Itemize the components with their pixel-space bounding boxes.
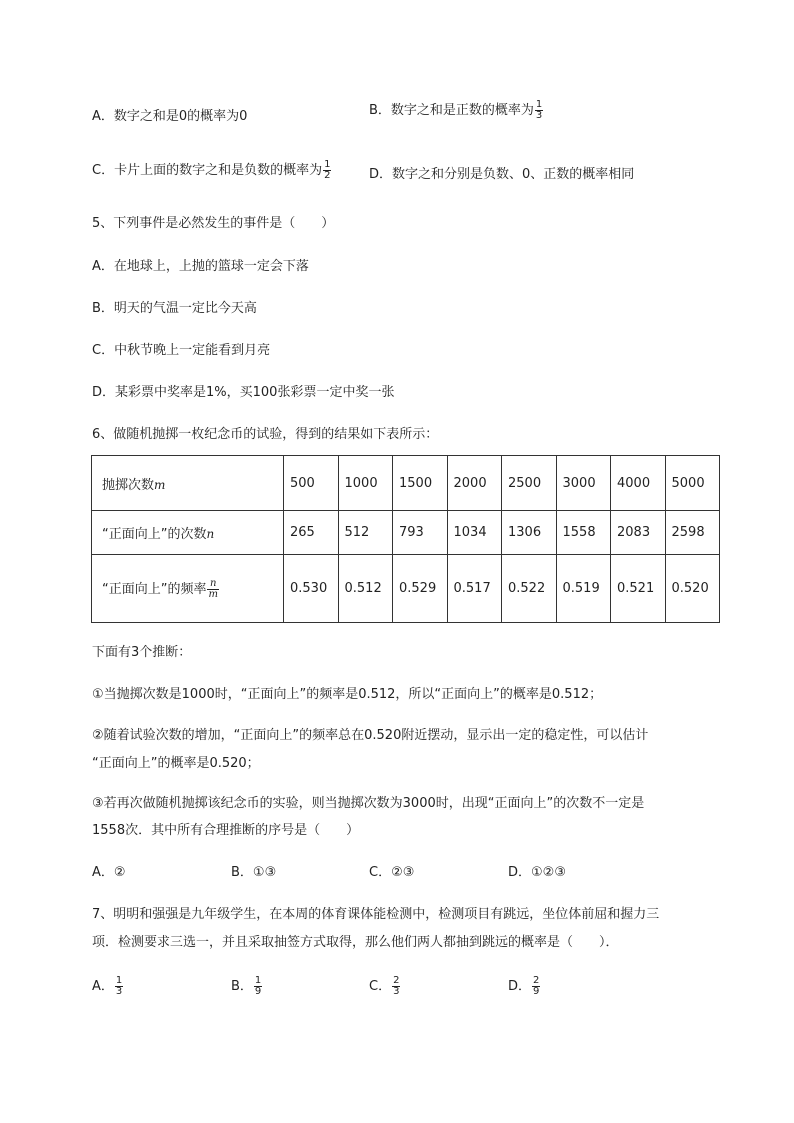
table-row-tosses: [92, 456, 720, 511]
table-cell: 2500: [502, 456, 557, 511]
table-cell: 1500: [393, 456, 448, 511]
table-cell: 0.517: [447, 555, 502, 623]
q7-option-b-fraction: $\frac{1}{9}$: [254, 975, 262, 997]
q5-option-c: C．中秋节晚上一定能看到月亮: [92, 343, 271, 358]
table-cell: 0.529: [393, 555, 448, 623]
q4-option-d: D．数字之和分别是负数、0、正数的概率相同: [369, 167, 635, 182]
q6-inference-3-line-1: ③若再次做随机抛掷该纪念币的实验，则当抛掷次数为3000时，出现“正面向上”的次数不一定是: [92, 796, 645, 811]
table-cell: 500: [284, 456, 339, 511]
q6-inference-1: ①当抛掷次数是1000时，“正面向上”的频率是0.512，所以“正面向上”的概率是0.512；: [92, 687, 603, 702]
table-cell: 2598: [665, 511, 720, 555]
table-cell: 0.530: [284, 555, 339, 623]
table-cell: 2083: [611, 511, 666, 555]
table-cell: 1000: [338, 456, 393, 511]
q6-option-b: B．①③: [231, 865, 277, 880]
q5-option-a: A．在地球上，上抛的篮球一定会下落: [92, 259, 309, 274]
table-cell: 4000: [611, 456, 666, 511]
table-cell: 1306: [502, 511, 557, 555]
q6-inference-2-line-2: “正面向上”的概率是0.520；: [92, 756, 260, 771]
q6-inference-3-line-2: 1558次．其中所有合理推断的序号是（ ）: [92, 823, 360, 838]
q6-intro: 下面有3个推断：: [92, 645, 192, 660]
table-cell: 0.512: [338, 555, 393, 623]
row-label-tosses: 抛掷次数m: [92, 456, 284, 511]
row-label-heads-count: “正面向上”的次数n: [92, 511, 284, 555]
table-cell: 793: [393, 511, 448, 555]
q7-option-c-fraction: $\frac{2}{3}$: [393, 975, 400, 997]
q7-option-c: C． $\frac{2}{3}$: [369, 975, 400, 997]
q4-option-b-text: B．数字之和是正数的概率为: [369, 103, 534, 118]
q4-option-c: [92, 160, 332, 181]
q4-option-b-fraction: $\frac{1}{3}$: [535, 99, 543, 121]
q4-option-c-text: C．卡片上面的数字之和是负数的概率为: [92, 163, 323, 178]
table-cell: 512: [338, 511, 393, 555]
q6-stem: 6、做随机抛掷一枚纪念币的试验，得到的结果如下表所示：: [92, 427, 439, 442]
table-cell: 1558: [556, 511, 611, 555]
q6-option-a: A．②: [92, 865, 126, 880]
table-row-heads-frequency: [92, 555, 720, 623]
q5-option-d: D．某彩票中奖率是1%，买100张彩票一定中奖一张: [92, 385, 395, 400]
table-cell: 265: [284, 511, 339, 555]
q4-option-a: A．数字之和是0的概率为0: [92, 109, 248, 124]
q5-stem: 5、下列事件是必然发生的事件是（ ）: [92, 216, 335, 231]
table-cell: 0.520: [665, 555, 720, 623]
q7-option-d-fraction: $\frac{2}{9}$: [533, 975, 540, 997]
q6-option-d: D．①②③: [508, 865, 566, 880]
frequency-fraction: $\frac{n}{m}$: [208, 577, 218, 600]
q4-option-c-fraction: $\frac{1}{2}$: [324, 159, 331, 181]
table-cell: 3000: [556, 456, 611, 511]
coin-toss-table: [91, 455, 720, 623]
q7-option-b: B． $\frac{1}{9}$: [231, 975, 262, 997]
table-cell: 0.519: [556, 555, 611, 623]
table-cell: 0.522: [502, 555, 557, 623]
q7-stem-line-1: 7、明明和强强是九年级学生，在本周的体育课体能检测中，检测项目有跳远，坐位体前屈和握力三: [92, 907, 660, 922]
row-label-heads-frequency: “正面向上”的频率 $\frac{n}{m}$: [92, 555, 284, 623]
q7-option-a-fraction: $\frac{1}{3}$: [115, 975, 123, 997]
q7-option-a: A． $\frac{1}{3}$: [92, 975, 123, 997]
q7-option-d: D． $\frac{2}{9}$: [508, 975, 540, 997]
table-cell: 1034: [447, 511, 502, 555]
q7-stem-line-2: 项．检测要求三选一，并且采取抽签方式取得，那么他们两人都抽到跳远的概率是（ ）．: [92, 935, 619, 950]
table-cell: 2000: [447, 456, 502, 511]
q5-option-b: B．明天的气温一定比今天高: [92, 301, 257, 316]
table-row-heads-count: [92, 511, 720, 555]
q6-inference-2-line-1: ②随着试验次数的增加，“正面向上”的频率总在0.520附近摆动，显示出一定的稳定性，可以估计: [92, 728, 649, 743]
q4-option-b: [369, 100, 544, 121]
table-cell: 5000: [665, 456, 720, 511]
table-cell: 0.521: [611, 555, 666, 623]
q6-option-c: C．②③: [369, 865, 415, 880]
